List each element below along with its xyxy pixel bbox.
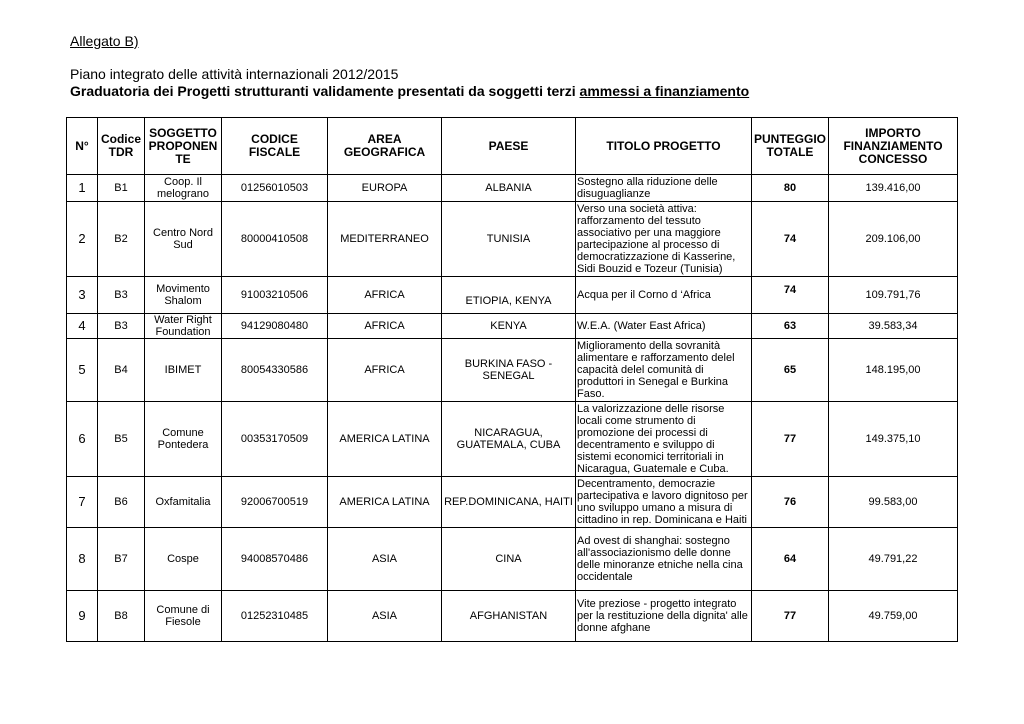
- cell-titolo: Ad ovest di shanghai: sostegno all'associazionismo delle donne delle minoranze etniche nella cina occidentale: [576, 528, 752, 591]
- cell-punteggio: 77: [752, 591, 829, 642]
- cell-area: AFRICA: [328, 277, 442, 314]
- table-row: [67, 591, 958, 642]
- cell-area: ASIA: [328, 591, 442, 642]
- cell-soggetto: Centro Nord Sud: [145, 202, 222, 277]
- cell-importo: 49.759,00: [829, 591, 958, 642]
- cell-importo: 149.375,10: [829, 402, 958, 477]
- cell-titolo: W.E.A. (Water East Africa): [576, 314, 752, 339]
- table-row: [67, 402, 958, 477]
- cell-n: 4: [67, 314, 98, 339]
- cell-tdr: B3: [98, 314, 145, 339]
- col-header-titolo: TITOLO PROGETTO: [576, 118, 752, 175]
- table-row: [67, 277, 958, 314]
- cell-paese: CINA: [442, 528, 576, 591]
- cell-tdr: B4: [98, 339, 145, 402]
- cell-importo: 139.416,00: [829, 175, 958, 202]
- cell-tdr: B5: [98, 402, 145, 477]
- ranking-title: [70, 83, 749, 99]
- col-header-codice-tdr: Codice TDR: [98, 118, 145, 175]
- cell-importo: 109.791,76: [829, 277, 958, 314]
- cell-tdr: B6: [98, 477, 145, 528]
- cell-titolo: La valorizzazione delle risorse locali come strumento di promozione dei processi di decentramento e sviluppo di sistemi economici territoriali in Nicaragua, Guatemale e Cuba.: [576, 402, 752, 477]
- cell-area: MEDITERRANEO: [328, 202, 442, 277]
- cell-codice-fiscale: 00353170509: [222, 402, 328, 477]
- cell-punteggio: 76: [752, 477, 829, 528]
- projects-table: [66, 117, 958, 642]
- cell-soggetto: Coop. Il melograno: [145, 175, 222, 202]
- cell-paese: ALBANIA: [442, 175, 576, 202]
- cell-area: AMERICA LATINA: [328, 402, 442, 477]
- cell-n: 3: [67, 277, 98, 314]
- cell-area: AMERICA LATINA: [328, 477, 442, 528]
- cell-codice-fiscale: 80054330586: [222, 339, 328, 402]
- cell-tdr: B8: [98, 591, 145, 642]
- cell-codice-fiscale: 01252310485: [222, 591, 328, 642]
- cell-area: AFRICA: [328, 314, 442, 339]
- cell-importo: 99.583,00: [829, 477, 958, 528]
- cell-punteggio: 80: [752, 175, 829, 202]
- cell-paese: KENYA: [442, 314, 576, 339]
- cell-soggetto: Comune Pontedera: [145, 402, 222, 477]
- cell-paese: REP.DOMINICANA, HAITI: [442, 477, 576, 528]
- cell-punteggio: 64: [752, 528, 829, 591]
- cell-tdr: B1: [98, 175, 145, 202]
- cell-titolo: Vite preziose - progetto integrato per la restituzione della dignita' alle donne afghane: [576, 591, 752, 642]
- cell-importo: 148.195,00: [829, 339, 958, 402]
- cell-punteggio: 77: [752, 402, 829, 477]
- cell-titolo: Sostegno alla riduzione delle disuguaglianze: [576, 175, 752, 202]
- cell-codice-fiscale: 94008570486: [222, 528, 328, 591]
- cell-titolo: Decentramento, democrazie partecipativa e lavoro dignitoso per uno sviluppo umano a misura di cittadino in rep. Dominicana e Haiti: [576, 477, 752, 528]
- col-header-paese: PAESE: [442, 118, 576, 175]
- col-header-punteggio: PUNTEGGIO TOTALE: [752, 118, 829, 175]
- col-header-soggetto: SOGGETTO PROPONEN TE: [145, 118, 222, 175]
- cell-soggetto: IBIMET: [145, 339, 222, 402]
- cell-n: 5: [67, 339, 98, 402]
- table-row: [67, 477, 958, 528]
- table-row: [67, 175, 958, 202]
- cell-paese: ETIOPIA, KENYA: [442, 277, 576, 314]
- cell-soggetto: Movimento Shalom: [145, 277, 222, 314]
- cell-titolo: Acqua per il Corno d ‘Africa: [576, 277, 752, 314]
- cell-punteggio: 63: [752, 314, 829, 339]
- cell-paese: AFGHANISTAN: [442, 591, 576, 642]
- cell-importo: 39.583,34: [829, 314, 958, 339]
- cell-n: 9: [67, 591, 98, 642]
- ranking-title-prefix: Graduatoria dei Progetti strutturanti validamente presentati da soggetti terzi: [70, 83, 580, 99]
- table-row: [67, 314, 958, 339]
- table-row: [67, 528, 958, 591]
- cell-area: EUROPA: [328, 175, 442, 202]
- cell-codice-fiscale: 91003210506: [222, 277, 328, 314]
- cell-importo: 49.791,22: [829, 528, 958, 591]
- cell-codice-fiscale: 01256010503: [222, 175, 328, 202]
- cell-soggetto: Cospe: [145, 528, 222, 591]
- col-header-codice-fiscale: CODICE FISCALE: [222, 118, 328, 175]
- cell-tdr: B7: [98, 528, 145, 591]
- col-header-area: AREA GEOGRAFICA: [328, 118, 442, 175]
- cell-codice-fiscale: 94129080480: [222, 314, 328, 339]
- col-header-n: N°: [67, 118, 98, 175]
- table-header-row: [67, 118, 958, 175]
- cell-n: 2: [67, 202, 98, 277]
- cell-soggetto: Comune di Fiesole: [145, 591, 222, 642]
- cell-codice-fiscale: 80000410508: [222, 202, 328, 277]
- cell-n: 1: [67, 175, 98, 202]
- cell-punteggio: 74: [752, 277, 829, 314]
- cell-n: 8: [67, 528, 98, 591]
- cell-tdr: B2: [98, 202, 145, 277]
- cell-n: 7: [67, 477, 98, 528]
- cell-area: AFRICA: [328, 339, 442, 402]
- col-header-importo: IMPORTO FINANZIAMENTO CONCESSO: [829, 118, 958, 175]
- cell-paese: NICARAGUA, GUATEMALA, CUBA: [442, 402, 576, 477]
- plan-title: Piano integrato delle attività internazionali 2012/2015: [70, 66, 399, 82]
- cell-importo: 209.106,00: [829, 202, 958, 277]
- cell-paese: TUNISIA: [442, 202, 576, 277]
- cell-codice-fiscale: 92006700519: [222, 477, 328, 528]
- cell-soggetto: Oxfamitalia: [145, 477, 222, 528]
- cell-punteggio: 74: [752, 202, 829, 277]
- annex-label: Allegato B): [70, 33, 139, 49]
- cell-punteggio: 65: [752, 339, 829, 402]
- table-row: [67, 339, 958, 402]
- cell-soggetto: Water Right Foundation: [145, 314, 222, 339]
- cell-titolo: Miglioramento della sovranità alimentare e rafforzamento delel capacità delel comunità di produttori in Senegal e Burkina Faso.: [576, 339, 752, 402]
- cell-n: 6: [67, 402, 98, 477]
- cell-tdr: B3: [98, 277, 145, 314]
- ranking-title-underlined: ammessi a finanziamento: [579, 83, 750, 99]
- cell-titolo: Verso una società attiva: rafforzamento del tessuto associativo per una maggiore partecipazione al processo di democratizzazione di Kasserine, Sidi Bouzid e Tozeur (Tunisia): [576, 202, 752, 277]
- table-row: [67, 202, 958, 277]
- cell-area: ASIA: [328, 528, 442, 591]
- cell-paese: BURKINA FASO - SENEGAL: [442, 339, 576, 402]
